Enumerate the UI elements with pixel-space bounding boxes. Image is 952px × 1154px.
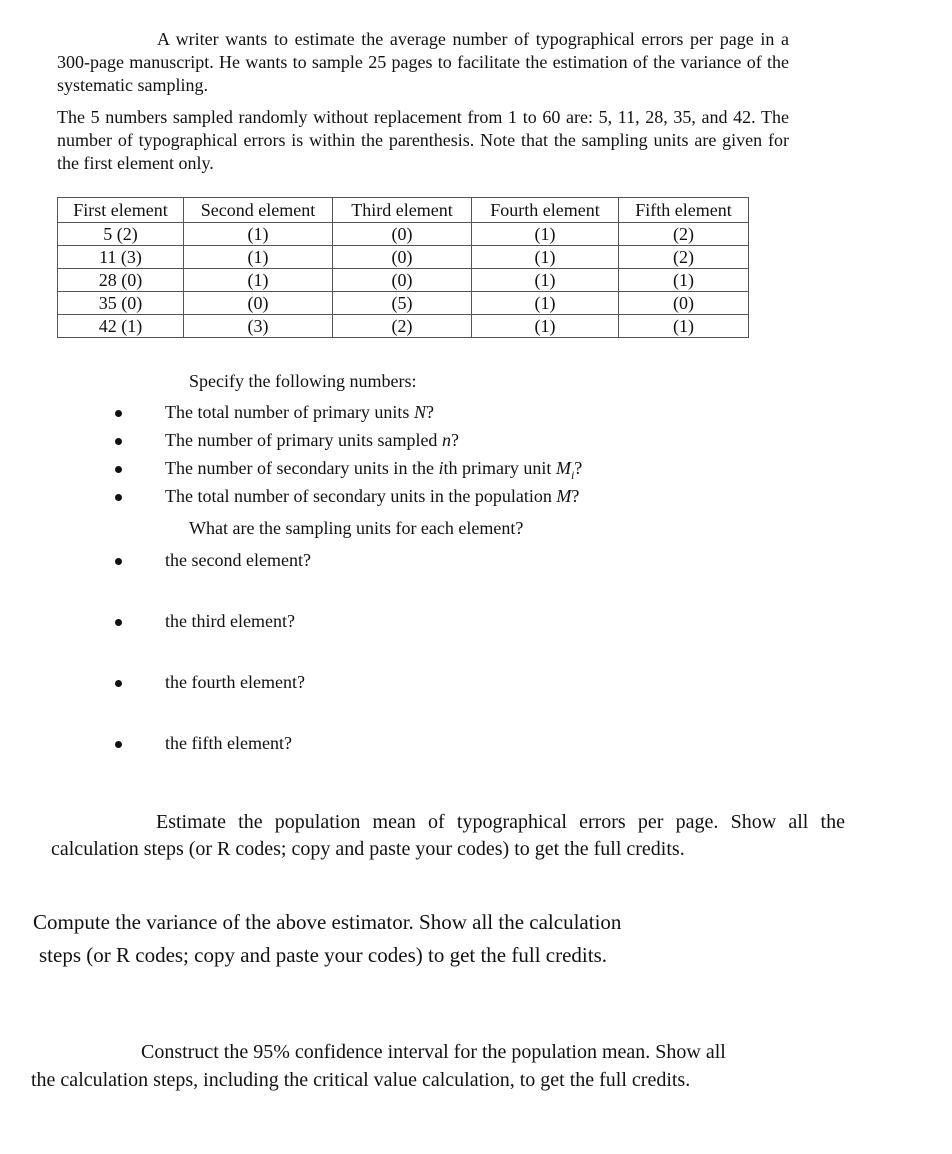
table-cell: (0) bbox=[333, 223, 472, 246]
list-item: The number of primary units sampled n? bbox=[165, 430, 459, 450]
table-row bbox=[58, 292, 749, 315]
table-cell: (3) bbox=[184, 315, 333, 338]
sampling-description-paragraph: The 5 numbers sampled randomly without replacement from 1 to 60 are: 5, 11, 28, 35, and 42. The number of typographical errors is within the parenthesis. Note that the sampling units are given for the first element only. bbox=[57, 107, 789, 173]
table-cell: (0) bbox=[333, 246, 472, 269]
table-row bbox=[58, 223, 749, 246]
table-cell: (1) bbox=[619, 269, 749, 292]
column-header: Fourth element bbox=[472, 198, 619, 223]
math-symbol: M bbox=[555, 458, 571, 478]
intro-paragraph: A writer wants to estimate the average number of typographical errors per page in a 300-page manuscript. He wants to sample 25 pages to facilitate the estimation of the variance of the systematic sampling. bbox=[57, 29, 789, 95]
column-header: Second element bbox=[184, 198, 333, 223]
table-cell: 5 (2) bbox=[58, 223, 184, 246]
table-cell: (0) bbox=[619, 292, 749, 315]
table-cell: 42 (1) bbox=[58, 315, 184, 338]
section-heading-sampling-units: What are the sampling units for each element? bbox=[189, 518, 524, 538]
table-cell: (0) bbox=[333, 269, 472, 292]
table-cell: (1) bbox=[472, 269, 619, 292]
table-cell: (2) bbox=[619, 246, 749, 269]
table-cell: (1) bbox=[472, 315, 619, 338]
bullet-icon bbox=[115, 680, 122, 687]
question-variance-line2: steps (or R codes; copy and paste your codes) to get the full credits. bbox=[39, 943, 608, 967]
list-item: the second element? bbox=[165, 550, 311, 570]
section-heading-specify-numbers: Specify the following numbers: bbox=[189, 371, 417, 391]
column-header: Third element bbox=[333, 198, 472, 223]
table-row bbox=[58, 315, 749, 338]
table-cell: (1) bbox=[184, 269, 333, 292]
errors-table bbox=[57, 197, 749, 338]
table-cell: 28 (0) bbox=[58, 269, 184, 292]
list-item: the fourth element? bbox=[165, 672, 305, 692]
question-ci-line2: the calculation steps, including the critical value calculation, to get the full credits. bbox=[31, 1069, 691, 1091]
table-cell: (5) bbox=[333, 292, 472, 315]
question-estimate-mean: Estimate the population mean of typographical errors per page. Show all the calculation steps (or R codes; copy and paste your codes) to get the full credits. bbox=[51, 811, 845, 860]
bullet-icon bbox=[115, 410, 122, 417]
math-symbol: i bbox=[438, 458, 444, 478]
table-row bbox=[58, 269, 749, 292]
table-cell: (2) bbox=[619, 223, 749, 246]
question-ci-line1: Construct the 95% confidence interval for the population mean. Show all bbox=[141, 1041, 726, 1063]
table-cell: (1) bbox=[472, 292, 619, 315]
table-cell: (1) bbox=[472, 223, 619, 246]
bullet-icon bbox=[115, 619, 122, 626]
column-header: Fifth element bbox=[619, 198, 749, 223]
math-symbol: N bbox=[413, 402, 426, 422]
table-cell: (2) bbox=[333, 315, 472, 338]
list-item: the third element? bbox=[165, 611, 295, 631]
bullet-icon bbox=[115, 494, 122, 501]
list-item: The number of secondary units in the ith primary unit $M_i$? bbox=[165, 458, 583, 482]
table-cell: 11 (3) bbox=[58, 246, 184, 269]
table-cell: (0) bbox=[184, 292, 333, 315]
table-header-row bbox=[58, 198, 749, 223]
bullet-icon bbox=[115, 558, 122, 565]
question-variance-line1: Compute the variance of the above estimator. Show all the calculation bbox=[33, 910, 622, 934]
table-cell: (1) bbox=[619, 315, 749, 338]
bullet-icon bbox=[115, 741, 122, 748]
math-subscript: i bbox=[570, 467, 575, 482]
table-cell: (1) bbox=[184, 223, 333, 246]
table-row bbox=[58, 246, 749, 269]
bullet-icon bbox=[115, 438, 122, 445]
table-cell: (1) bbox=[472, 246, 619, 269]
table-cell: 35 (0) bbox=[58, 292, 184, 315]
list-item: The total number of primary units N? bbox=[165, 402, 434, 422]
table-cell: (1) bbox=[184, 246, 333, 269]
column-header: First element bbox=[58, 198, 184, 223]
list-item: The total number of secondary units in the population M? bbox=[165, 486, 580, 506]
list-item: the fifth element? bbox=[165, 733, 292, 753]
bullet-icon bbox=[115, 466, 122, 473]
math-symbol: n bbox=[441, 430, 451, 450]
math-symbol: M bbox=[556, 486, 572, 506]
